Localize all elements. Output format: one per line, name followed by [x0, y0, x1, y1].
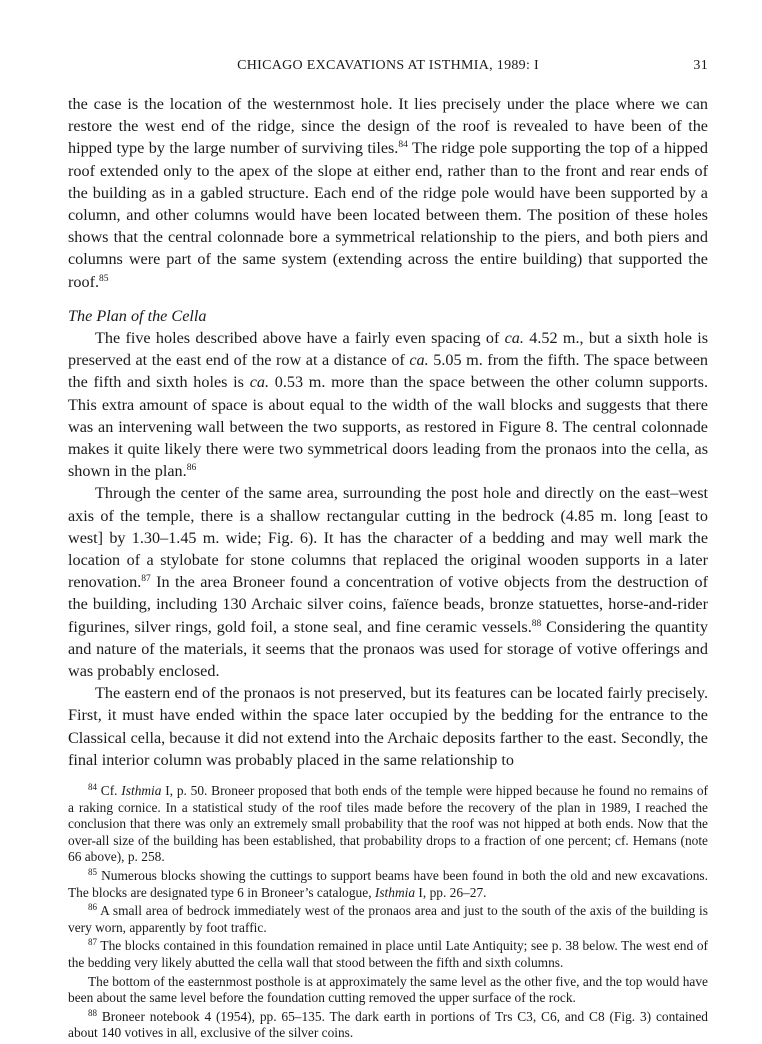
footnote-87-text: The blocks contained in this foundation remained in place until Late Antiquity; see p. 38 below. The west end of the bedding very likely abutted the cella wall that stood between the fifth and sixth columns. [68, 938, 708, 971]
paragraph-1 [68, 93, 708, 293]
footnote-86-text: A small area of bedrock immediately west of the pronaos area and just to the south of the axis of the building is very worn, apparently by foot traffic. [68, 903, 708, 935]
paragraph-3-part-a: Through the center of the same area, surrounding the post hole and directly on the east–west axis of the temple, there is a shallow rectangular cutting in the bedrock (4.85 m. long [east to west] by 1.30–1.45 m. wide; Fig. 6). It has the character of a bedding and may well mark the location of a stylobate for stone columns that replaced the original wooden supports in a later renovation. [68, 484, 708, 592]
running-title: CHICAGO EXCAVATIONS AT ISTHMIA, 1989: I [237, 58, 539, 73]
footnote-85-italic: Isthmia [374, 884, 416, 900]
paragraph-3-part-c: Considering the quantity and nature of the materials, it seems that the pronaos was used for storage of votive offerings and was probably enclosed. [68, 617, 709, 681]
body-text [68, 93, 708, 771]
footnote-85-number: 85 [88, 867, 97, 878]
circa-3: ca. [249, 373, 270, 392]
footnote-84-part-b: I, p. 50. Broneer proposed that both ends of the temple were hipped because he found no remains of a raking cornice. In a statistical study of the roof tiles made before the recovery of the plan in 1989, I reached the conclusion that there was only an extremely small probability that the roof was not hipped at both ends. Now that the over-all size of the building has been established, that probability drops to a fraction of one percent; cf. Hemans (note 66 above), p. 258. [68, 783, 708, 865]
paragraph-1-part-b: The ridge pole supporting the top of a hipped roof extended only to the apex of the slope at either end, rather than to the front and rear ends of the building as in a gabled structure. Each end of the ridge pole would have been supported by a column, and other columns would have been located between them. The position of these holes shows that the central colonnade bore a symmetrical relationship to the piers, and both piers and columns were part of the same system (extending across the entire building) that supported the roof. [68, 139, 708, 291]
paragraph-2-part-a: The five holes described above have a fairly even spacing of [95, 329, 505, 348]
footnote-87 [68, 938, 708, 971]
paragraph-4: The eastern end of the pronaos is not preserved, but its features can be located fairly precisely. First, it must have ended within the space later occupied by the bedding for the entrance to the Classical cella, because it did not extend into the Archaic deposits farther to the east. Secondly, the final interior column was probably placed in the same relationship to [68, 684, 708, 769]
footnote-84-italic: Isthmia [121, 783, 162, 799]
paragraph-1-part-a: the case is the location of the westernmost hole. It lies precisely under the place where we can restore the west end of the ridge, since the design of the roof is revealed to have been of the hipped type by the large number of surviving tiles. [68, 95, 708, 158]
paragraph-2-part-b: 4.52 m., but a sixth hole is preserved at the east end of the row at a distance of [68, 329, 708, 370]
footnote-ref-88: 88 [531, 618, 542, 629]
paragraph-3 [68, 482, 708, 682]
circa-2: ca. [409, 351, 429, 370]
footnote-85-part-b: I, pp. 26–27. [415, 884, 487, 900]
page [68, 58, 708, 1044]
footnote-85 [68, 868, 708, 901]
section-heading: The Plan of the Cella [68, 306, 207, 325]
footnote-85-part-a: Numerous blocks showing the cuttings to support beams have been found in both the old and new excavations. The blocks are designated type 6 in Broneer’s catalogue, [68, 868, 708, 900]
footnote-ref-84: 84 [398, 140, 408, 151]
paragraph-2-part-d: 0.53 m. more than the space between the other column supports. This extra amount of space is about equal to the width of the wall blocks and suggests that there was an intervening wall between the two supports, as restored in Figure 8. The central colonnade makes it quite likely there were two symmetrical doors leading from the pronaos into the cella, as shown in the plan. [68, 373, 708, 481]
footnote-ref-85: 85 [99, 273, 109, 284]
paragraph-2 [68, 327, 708, 482]
footnote-ref-86: 86 [186, 463, 197, 474]
running-head [68, 58, 708, 80]
footnote-ref-87: 87 [141, 574, 151, 585]
footnote-84 [68, 783, 708, 866]
paragraph-3-part-b: In the area Broneer found a concentration of votive objects from the destruction of the building, including 130 Archaic silver coins, faïence beads, bronze statuettes, horse-and-rider figurines, silver rings, gold foil, a stone seal, and fine ceramic vessels. [68, 573, 708, 636]
footnote-88-text: Broneer notebook 4 (1954), pp. 65–135. The dark earth in portions of Trs C3, C6, and C8 (Fig. 3) contained about 140 votives in all, exclusive of the silver coins. [68, 1008, 708, 1041]
circa-1: ca. [504, 329, 524, 348]
footnote-87-number: 87 [88, 937, 97, 948]
footnote-84-number: 84 [88, 782, 97, 793]
footnotes [68, 783, 708, 1042]
footnote-86 [68, 903, 708, 936]
page-number: 31 [693, 58, 708, 73]
footnote-88-number: 88 [88, 1007, 97, 1018]
footnote-87-continuation: The bottom of the easternmost posthole is at approximately the same level as the other five, and the top would have been about the same level before the foundation cutting removed the upper surface of the rock. [68, 973, 708, 1006]
footnote-84-part-a: Cf. [97, 783, 122, 799]
footnote-88 [68, 1009, 708, 1042]
paragraph-2-part-c: 5.05 m. from the fifth. The space between the fifth and sixth holes is [68, 351, 708, 392]
footnote-86-number: 86 [88, 902, 97, 913]
